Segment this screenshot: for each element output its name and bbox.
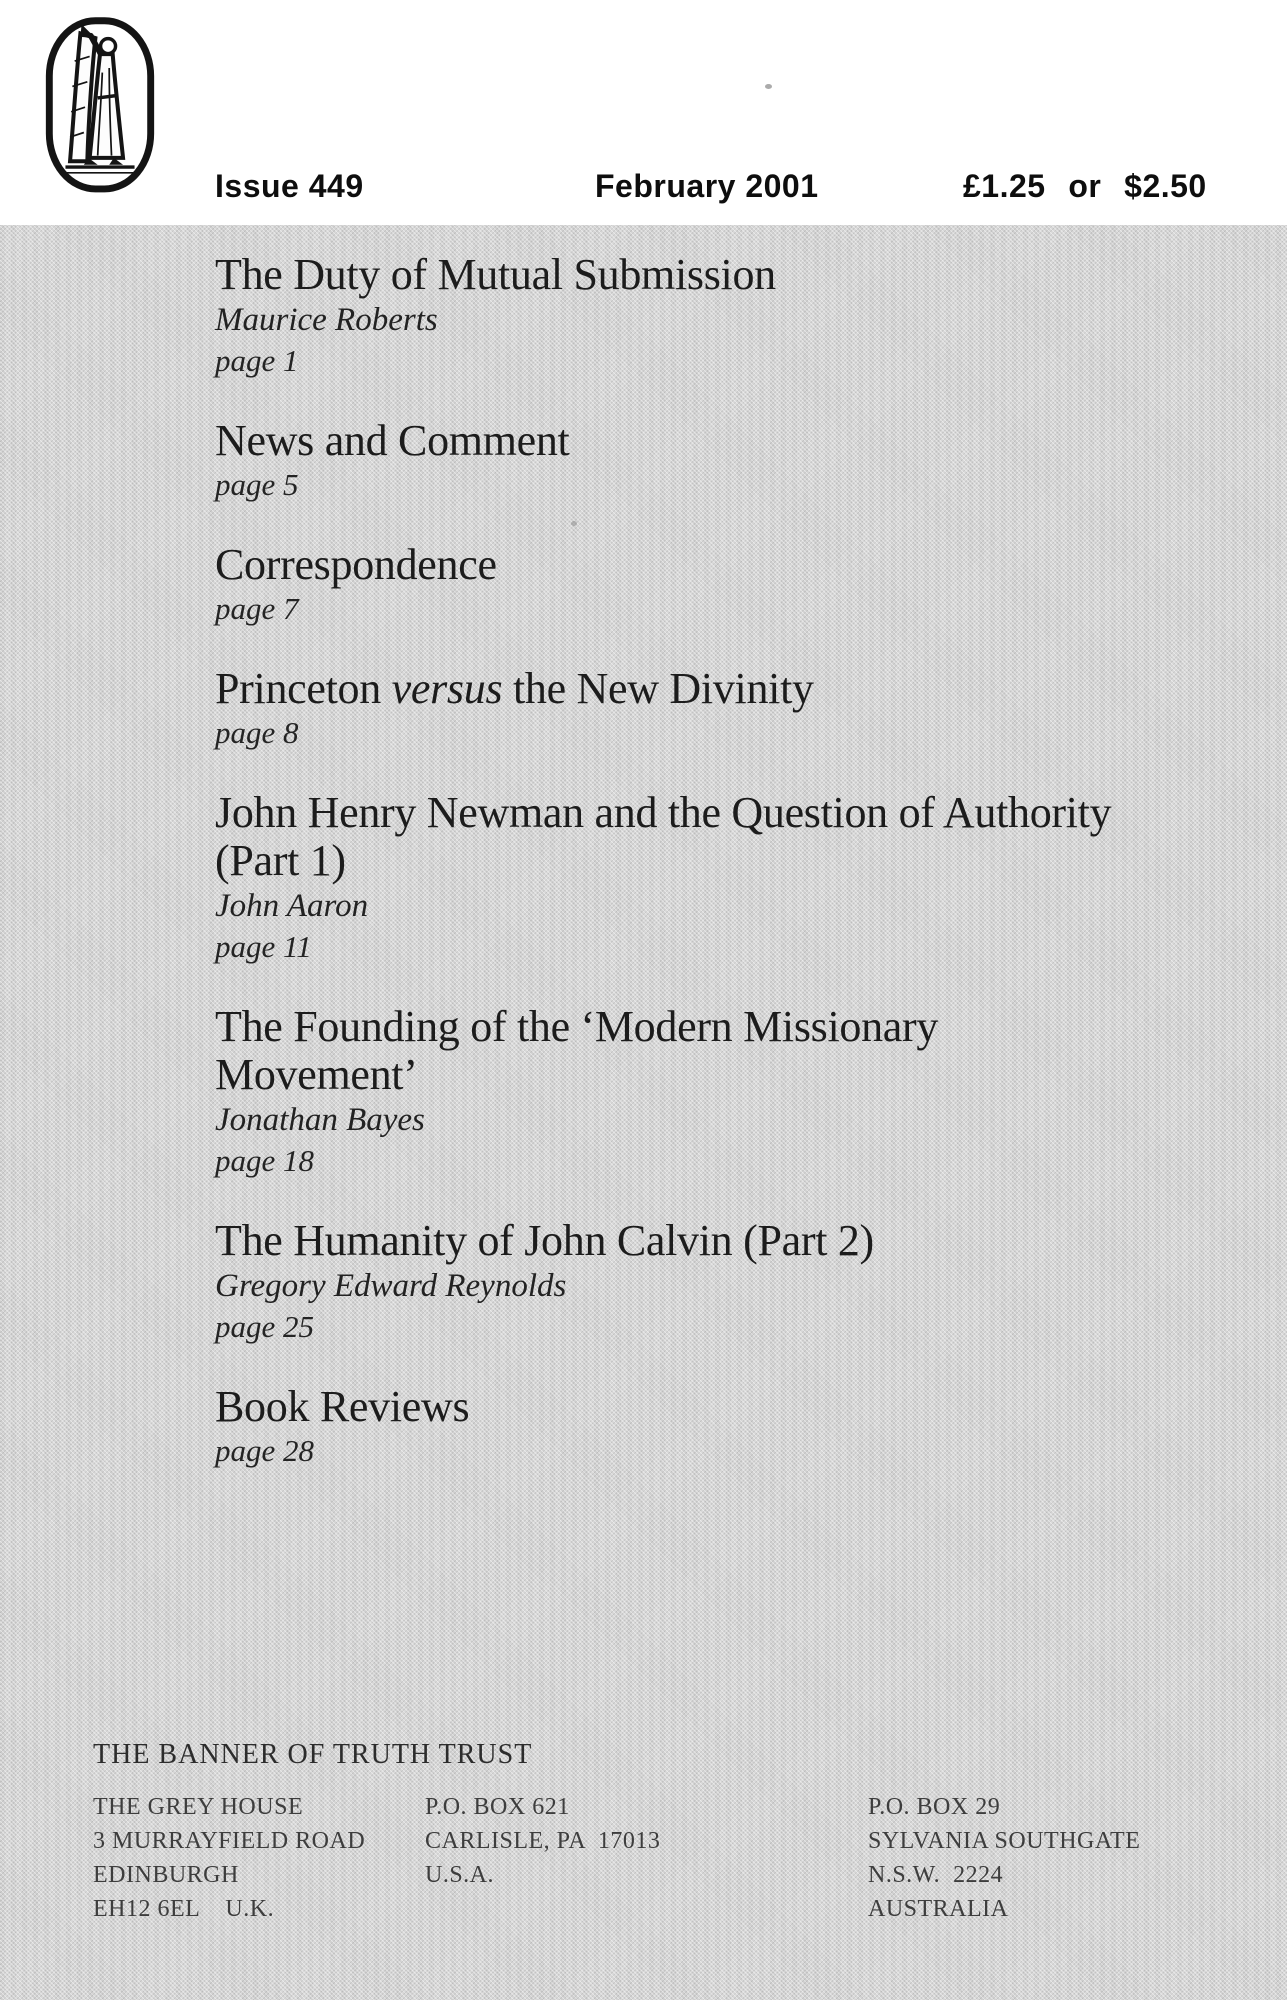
article-author: Gregory Edward Reynolds [215, 1268, 567, 1304]
article-title: Book Reviews [215, 1382, 470, 1431]
banner-bearer-logo-icon [32, 15, 168, 197]
address-line: AUSTRALIA [868, 1896, 1009, 1922]
issue-price: £1.25 or $2.50 [963, 168, 1207, 204]
address-line: N.S.W. 2224 [868, 1862, 1004, 1888]
address-line: 3 MURRAYFIELD ROAD [93, 1828, 366, 1854]
toc-entry [215, 417, 1115, 505]
toc-entry [215, 1383, 1115, 1471]
article-page-ref: page 8 [215, 715, 299, 750]
publisher-block [93, 1738, 1257, 1950]
article-title-part: Princeton [215, 664, 392, 713]
article-author: John Aaron [215, 888, 369, 924]
article-page-ref: page 1 [215, 343, 299, 378]
masthead [0, 0, 1287, 225]
address-carlisle [425, 1790, 660, 1892]
issue-number: Issue 449 [215, 168, 364, 204]
toc-entry [215, 665, 1115, 753]
publisher-addresses [93, 1790, 1257, 1950]
article-page-ref: page 25 [215, 1309, 315, 1344]
address-edinburgh [93, 1790, 365, 1926]
table-of-contents [215, 225, 1115, 1507]
article-title: News and Comment [215, 416, 570, 465]
article-title: Correspondence [215, 540, 497, 589]
article-author: Jonathan Bayes [215, 1102, 425, 1138]
article-author: Maurice Roberts [215, 302, 438, 338]
publisher-name: THE BANNER OF TRUTH TRUST [93, 1739, 533, 1770]
address-line: U.S.A. [425, 1862, 495, 1888]
toc-entry [215, 789, 1115, 967]
scan-speck [765, 84, 772, 89]
address-line: P.O. BOX 29 [868, 1794, 1001, 1820]
article-page-ref: page 11 [215, 929, 312, 964]
issue-date: February 2001 [595, 168, 819, 204]
address-line: P.O. BOX 621 [425, 1794, 570, 1820]
address-line: EDINBURGH [93, 1862, 239, 1888]
toc-entry [215, 1003, 1115, 1181]
article-page-ref: page 5 [215, 467, 299, 502]
article-title: The Duty of Mutual Submission [215, 250, 776, 299]
toc-entry [215, 541, 1115, 629]
address-line: EH12 6EL U.K. [93, 1896, 275, 1922]
article-page-ref: page 7 [215, 591, 299, 626]
address-line: SYLVANIA SOUTHGATE [868, 1828, 1141, 1854]
article-page-ref: page 18 [215, 1143, 315, 1178]
toc-entry [215, 1217, 1115, 1347]
article-title-part-italic: versus [391, 664, 503, 713]
article-title [215, 665, 1115, 713]
article-page-ref: page 28 [215, 1433, 315, 1468]
address-sylvania [868, 1790, 1140, 1926]
address-line: CARLISLE, PA 17013 [425, 1828, 661, 1854]
address-line: THE GREY HOUSE [93, 1794, 304, 1820]
article-title: The Humanity of John Calvin (Part 2) [215, 1216, 874, 1265]
article-title: John Henry Newman and the Question of Authority (Part 1) [215, 788, 1112, 885]
toc-entry [215, 251, 1115, 381]
article-title-part: the New Divinity [502, 664, 814, 713]
article-title: The Founding of the ‘Modern Missionary Movement’ [215, 1002, 939, 1099]
